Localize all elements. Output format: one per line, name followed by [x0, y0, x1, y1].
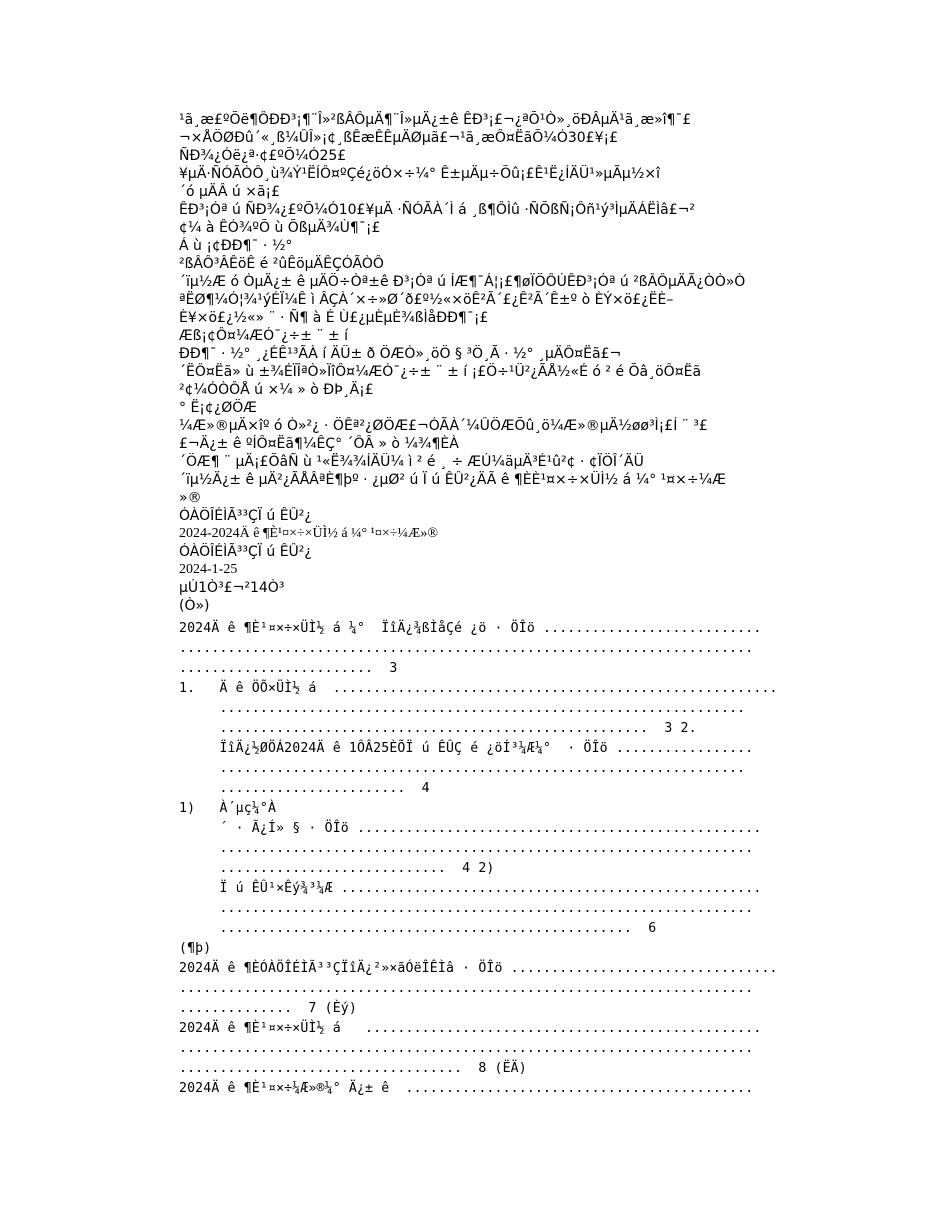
toc-line: ....................................................................... — [179, 1041, 754, 1056]
paragraph-line: ´ËÔ¤Ëã» ù ±¾ÉÏÎªÒ»ÏîÔ¤¼ÆÓ¯¿÷± ¨ ± í ¡£Ö÷¹Ü²¿ÃÅ½«É ó ² é Õâ¸öÔ¤Ëã — [179, 364, 702, 380]
section-number: (Ò») — [179, 598, 210, 614]
toc-line: .................................................................. — [179, 841, 754, 856]
paragraph-line: £¬Ä¿± ê ºÍÔ¤Ëã¶¼ÊÇ° ´ÔÂ » ò ¼¾¶ÈÀ — [179, 436, 459, 452]
paragraph-line: ¹ã¸æ£ºÕë¶ÔÐÐ³¡¶¨Î»²ßÂÔµÄ¶¨Î»µÄ¿±ê ÊÐ³¡£¬¿ªÕ¹Ò»¸öÐÂµÄ¹ã¸æ»î¶¯£ — [179, 112, 692, 128]
toc-line: 2024Ä ê ¶ÈÓÀÖÎÉÌÃ³³ÇÏîÄ¿²»×ãÓëÎÊÌâ · ÖÎö ................................. — [179, 961, 778, 976]
paragraph-line: ªËØ¶¼Ó¦¾¹ýÉÏ¼Ê ì ÂÇÀ´×÷»Ø´ð£º½«×öÊ²Ã´£¿Ê²Ã´Ê±º ò ÈÝ×ö£¿ËÈ– — [179, 292, 674, 308]
toc-line: ................................................................. — [179, 761, 746, 776]
paragraph-line: ÐÐ¶¯ · ½° ¸¿ÉÊ¹³ÃÀ í ÄÜ± ð ÖÆÒ»¸öÖ § ³Ö¸Ã · ½° ¸µÄÔ¤Ëã£¬ — [179, 346, 622, 362]
report-date: 2024-1-25 — [179, 562, 238, 577]
paragraph-line: Á ù ¡¢ÐÐ¶¯ · ½° — [179, 238, 293, 254]
paragraph-line: ´ïµ½Æ ó ÒµÄ¿± ê µÄÖ÷Òª±ê Ð³¡Óª ú ÍÆ¶¯Á¦¡£¶øÏÖÔÚÊÐ³¡Óª ú ²ßÂÔµÄÃ¿ÒÒ»Ò — [179, 274, 746, 290]
paragraph-line: ²¢¼ÓÒÔÅ ú ×¼ » ò ÐÞ¸Ä¡£ — [179, 382, 374, 398]
paragraph-line: È¥×ö£¿½«» ¨ · Ñ¶ à É Ù£¿µÈµÈ¾ßÌåÐÐ¶¯¡£ — [179, 310, 489, 326]
toc-line: Ï ú ÊÛ¹×Êý¾³¼Æ .................................................... — [179, 881, 762, 896]
toc-line: 2024Ä ê ¶È¹¤×÷×ÜÌ½ á ................................................. — [179, 1021, 762, 1036]
toc-line: 1. Ä ê ÖÕ×ÜÌ½ á ....................................................... — [179, 681, 778, 696]
toc-line: 1) À´µç¼°À — [179, 801, 277, 816]
toc-line: ................................................................. — [179, 701, 746, 716]
paragraph-line: ¥µÄ·ÑÓÃÒÔ¸ù¾Ý¹ËÍÔ¤ºÇé¿öÓ×÷¼° Ê±µÄµ÷Õû¡£Ê¹Ë¿ÍÄÜ¹»µÃµ½×î — [179, 166, 661, 182]
toc-line: ................................................... 6 — [179, 921, 657, 936]
department-name: ÓÀÖÎÉÌÃ³³ÇÏ ú ÊÛ²¿ — [179, 508, 312, 524]
section-heading: Æß¡¢Ô¤¼ÆÓ¯¿÷± ¨ ± í — [179, 328, 348, 344]
page-counter: µÚ1Ò³£¬²14Ò³ — [179, 580, 285, 596]
table-of-contents — [179, 619, 819, 1099]
paragraph-line: ¼Æ»®µÄ×îº ó Ò»²¿ · ÖÊª²¿ØÖÆ£¬ÓÃÀ´¼ÛÖÆÕû¸ö¼Æ»®µÄ½øø³Ì¡£Í ¨ ³£ — [179, 418, 708, 434]
toc-line: ´ · Ã¿Í» § · ÖÎö .................................................. — [179, 821, 762, 836]
section-heading: ° Ë¡¢¿ØÖÆ — [179, 400, 257, 416]
toc-line: 2024Ä ê ¶È¹¤×÷×ÜÌ½ á ¼° ÏîÄ¿¾ßÌåÇé ¿ö · ÖÎö ........................... — [179, 621, 762, 636]
body-text — [179, 111, 819, 615]
toc-line: ..................................................... 3 2. — [179, 721, 697, 736]
document-page — [179, 111, 819, 1099]
toc-line: ....................................................................... — [179, 641, 754, 656]
paragraph-line: ÑÐ¾¿Óë¿ª·¢£ºÕ¼Ó25£ — [179, 148, 347, 164]
toc-line: 2024Ä ê ¶È¹¤×÷¼Æ»®¼° Ä¿± ê ........................................... — [179, 1081, 754, 1096]
paragraph-line: ÊÐ³¡Óª ú ÑÐ¾¿£ºÕ¼Ó10£¥µÄ ·ÑÓÃÀ´Ì á ¸ß¶ÔÌû ·ÑÕßÑ¡Ôñ¹ý³ÌµÄÁËÌâ£¬² — [179, 202, 695, 218]
paragraph-line: ´ïµ½Ä¿± ê µÄ²¿ÃÅÂªÈ¶þº · ¿µØ² ú Ï ú ÊÛ²¿ÄÃ ê ¶ÈÈ¹¤×÷×ÜÌ½ á ¼° ¹¤×÷¼Æ — [179, 472, 726, 488]
paragraph-line: »® — [179, 490, 202, 506]
toc-line: (¶þ) — [179, 941, 212, 956]
section-heading: ²ßÂÔ³ÂÊöÊ é ²ûÊöµÄÊÇÓÃÒÔ — [179, 256, 384, 272]
paragraph-line: ¢¼ à ÊÓ¾ºÕ ù ÕßµÄ¾Ù¶¯¡£ — [179, 220, 381, 236]
department-name: ÓÀÖÎÉÌÃ³³ÇÏ ú ÊÛ²¿ — [179, 544, 312, 560]
toc-line: .............. 7 (Èý) — [179, 1001, 357, 1016]
paragraph-line: ¬×ÅÖØÐû´«¸ß¼ÛÎ»¡¢¸ßÊæÊÊµÄØµã£¬¹ã¸æÔ¤ËãÕ¼Ó30£¥¡£ — [179, 130, 618, 146]
toc-line: ................................... 8 (ËÄ) — [179, 1061, 527, 1076]
paragraph-line: ´ÖÆ¶ ¨ µÄ¡£ÕâÑ ù ¹«Ë¾¾ÍÄÜ¼ ì ² é ¸ ÷ ÆÚ¼äµÄ³É¹û²¢ · ¢ÏÖÎ´ÄÜ — [179, 454, 644, 470]
toc-line: ............................ 4 2) — [179, 861, 495, 876]
toc-line: ........................ 3 — [179, 661, 398, 676]
toc-line: .................................................................. — [179, 901, 754, 916]
paragraph-line: ´ó µÄÂ ú ×ã¡£ — [179, 184, 281, 200]
report-title: 2024-2024Ä ê ¶È¹¤×÷×ÜÌ½ á ¼° ¹¤×÷¼Æ»® — [179, 526, 438, 541]
toc-line: ....................................................................... — [179, 981, 754, 996]
toc-line: ....................... 4 — [179, 781, 430, 796]
toc-line: ÏîÄ¿½ØÖÁ2024Ä ê 1ÔÂ25ÈÕÏ ú ÊÛÇ é ¿öÍ³¼Æ¼° · ÖÎö ................. — [179, 741, 754, 756]
